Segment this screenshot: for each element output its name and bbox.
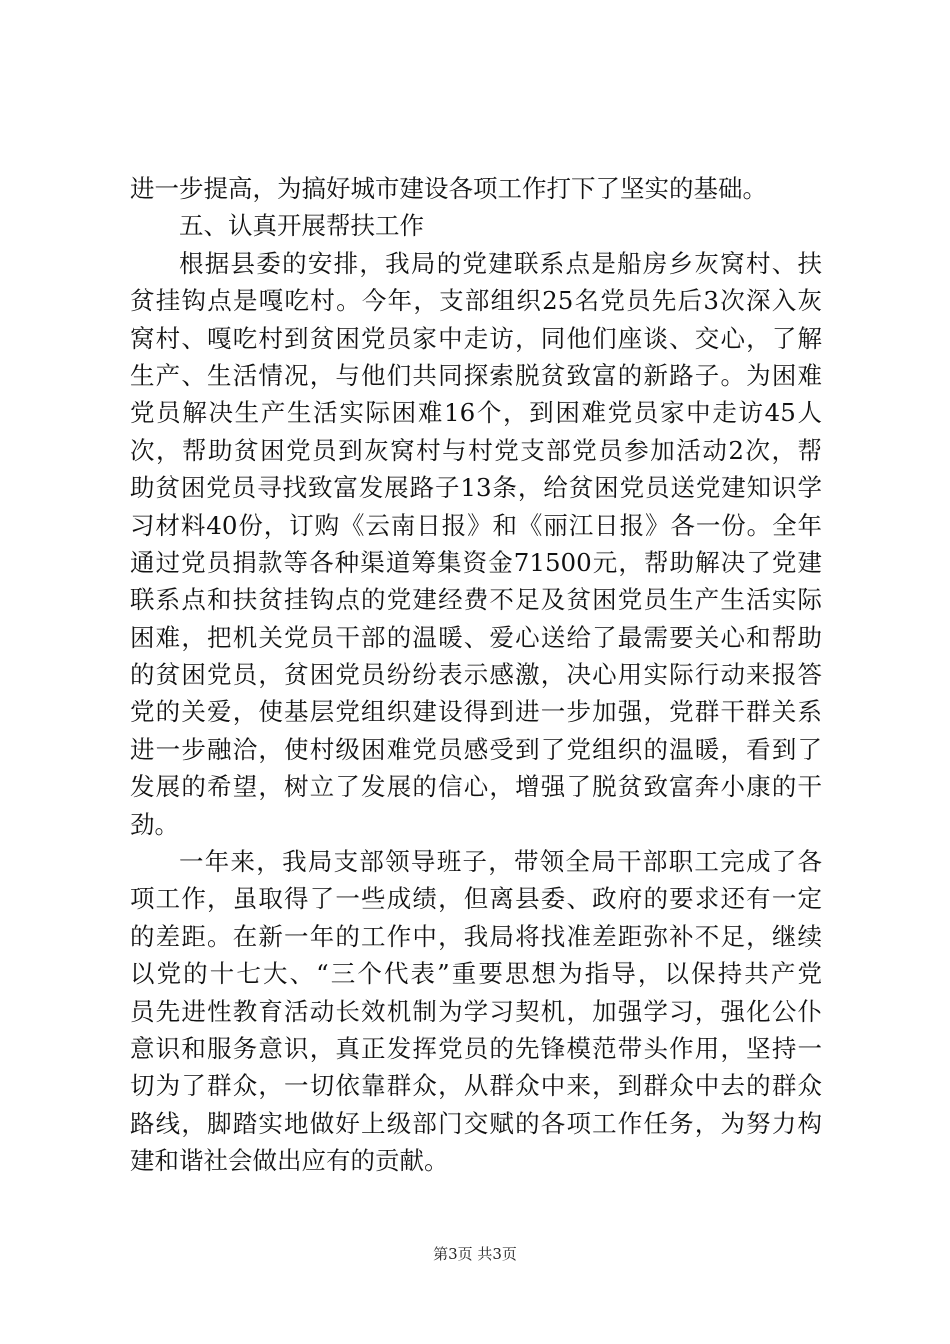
paragraph-continuation bbox=[130, 170, 822, 207]
text-line: 党员解决生产生活实际困难16个，到困难党员家中走访45人 bbox=[130, 398, 822, 428]
text-line: 项工作，虽取得了一些成绩，但离县委、政府的要求还有一定 bbox=[130, 884, 822, 914]
paragraph-summary bbox=[130, 843, 822, 1180]
text-line: 意识和服务意识，真正发挥党员的先锋模范带头作用，坚持一 bbox=[130, 1033, 822, 1063]
paragraph-assistance-work bbox=[130, 245, 822, 843]
page-footer bbox=[0, 1244, 950, 1264]
text-line: 联系点和扶贫挂钩点的党建经费不足及贫困党员生产生活实际 bbox=[130, 585, 822, 615]
text-line: 建和谐社会做出应有的贡献。 bbox=[130, 1146, 449, 1176]
text-line: 员先进性教育活动长效机制为学习契机，加强学习，强化公仆 bbox=[130, 996, 822, 1026]
document-body bbox=[130, 170, 822, 1180]
text-line: 的差距。在新一年的工作中，我局将找准差距弥补不足，继续 bbox=[130, 921, 822, 951]
page-number-label: 第3页 共3页 bbox=[433, 1245, 517, 1263]
text-line: 根据县委的安排，我局的党建联系点是船房乡灰窝村、扶 bbox=[179, 248, 822, 278]
text-line: 次，帮助贫困党员到灰窝村与村党支部党员参加活动2次，帮 bbox=[130, 435, 822, 465]
text-line: 进一步融洽，使村级困难党员感受到了党组织的温暖，看到了 bbox=[130, 734, 822, 764]
text-line: 路线，脚踏实地做好上级部门交赋的各项工作任务，为努力构 bbox=[130, 1108, 822, 1138]
text-line: 贫挂钩点是嘎吃村。今年，支部组织25名党员先后3次深入灰 bbox=[130, 286, 822, 316]
text-line: 习材料40份，订购《云南日报》和《丽江日报》各一份。全年 bbox=[130, 510, 822, 540]
text-line: 助贫困党员寻找致富发展路子13条，给贫困党员送党建知识学 bbox=[130, 473, 822, 503]
text-line: 通过党员捐款等各种渠道筹集资金71500元，帮助解决了党建 bbox=[130, 547, 822, 577]
text-line: 党的关爱，使基层党组织建设得到进一步加强，党群干群关系 bbox=[130, 697, 822, 727]
text-line: 窝村、嘎吃村到贫困党员家中走访，同他们座谈、交心，了解 bbox=[130, 323, 822, 353]
text-line: 进一步提高，为搞好城市建设各项工作打下了坚实的基础。 bbox=[130, 174, 767, 203]
text-line: 发展的希望，树立了发展的信心，增强了脱贫致富奔小康的干 bbox=[130, 772, 822, 802]
text-line: 一年来，我局支部领导班子，带领全局干部职工完成了各 bbox=[179, 847, 822, 877]
section-heading: 五、认真开展帮扶工作 bbox=[179, 211, 424, 241]
text-line: 劲。 bbox=[130, 809, 179, 839]
text-line: 切为了群众，一切依靠群众，从群众中来，到群众中去的群众 bbox=[130, 1071, 822, 1101]
text-line: 以党的十七大、“三个代表”重要思想为指导，以保持共产党 bbox=[130, 959, 822, 989]
text-line: 生产、生活情况，与他们共同探索脱贫致富的新路子。为困难 bbox=[130, 360, 822, 390]
text-line: 困难，把机关党员干部的温暖、爱心送给了最需要关心和帮助 bbox=[130, 622, 822, 652]
text-line: 的贫困党员，贫困党员纷纷表示感激，决心用实际行动来报答 bbox=[130, 660, 822, 690]
